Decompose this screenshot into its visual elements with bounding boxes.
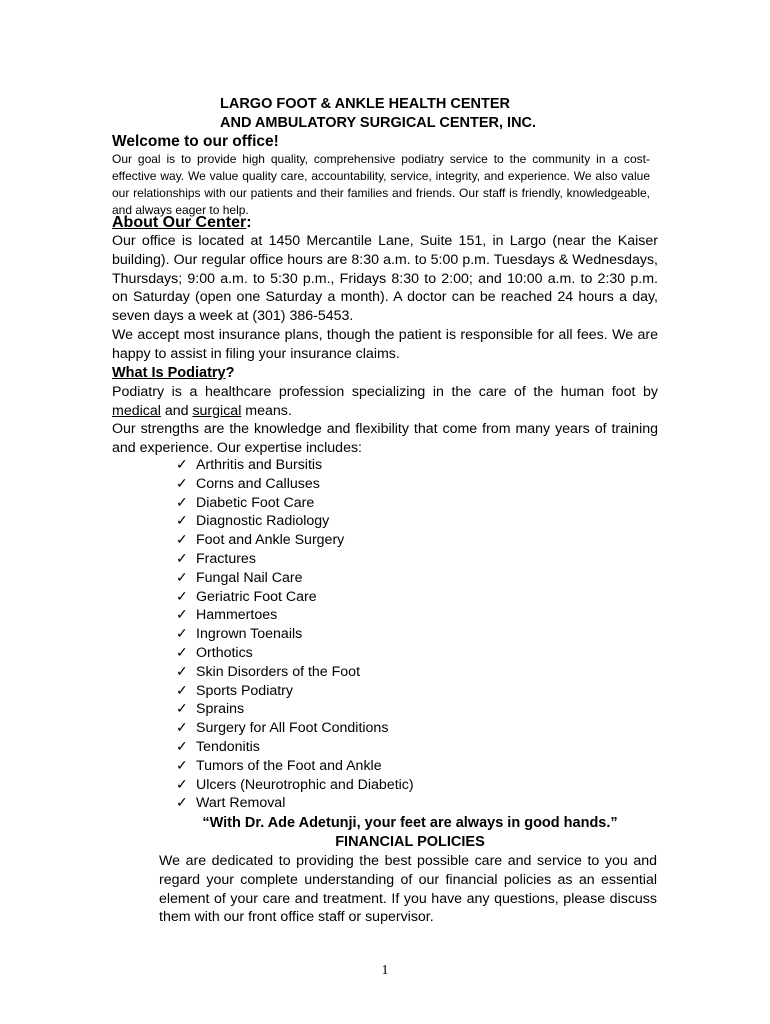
expertise-item [176, 531, 414, 550]
expertise-item-label: Sports Podiatry [196, 682, 293, 699]
expertise-item-label: Ingrown Toenails [196, 626, 303, 643]
expertise-item-label: Ulcers (Neurotrophic and Diabetic) [196, 776, 414, 793]
expertise-item [176, 757, 414, 776]
checkmark-icon: ✓ [176, 644, 188, 661]
expertise-item [176, 588, 414, 607]
expertise-item-label: Arthritis and Bursitis [196, 457, 323, 473]
expertise-item-label: Tumors of the Foot and Ankle [196, 757, 382, 774]
welcome-heading: Welcome to our office! [112, 133, 279, 150]
expertise-item [176, 776, 414, 795]
expertise-item [176, 512, 414, 531]
expertise-item [176, 663, 414, 682]
expertise-item-label: Geriatric Foot Care [196, 588, 317, 605]
expertise-item [176, 494, 414, 513]
expertise-item-label: Skin Disorders of the Foot [196, 663, 361, 680]
surgical-link[interactable]: surgical [192, 402, 242, 419]
checkmark-icon: ✓ [176, 457, 188, 473]
expertise-item [176, 606, 414, 625]
financial-policies-heading: FINANCIAL POLICIES [335, 834, 485, 850]
checkmark-icon: ✓ [176, 795, 188, 812]
checkmark-icon: ✓ [176, 626, 188, 643]
strengths-paragraph: Our strengths are the knowledge and flexibility that come from many years of training and experience. Our expertise includes: [112, 421, 658, 456]
podiatry-heading-question: ? [225, 365, 235, 381]
expertise-item [176, 475, 414, 494]
doctor-quote: “With Dr. Ade Adetunji, your feet are always in good hands.” [202, 815, 618, 831]
expertise-item-label: Surgery for All Foot Conditions [196, 720, 389, 737]
expertise-item [176, 700, 414, 719]
checkmark-icon: ✓ [176, 663, 188, 680]
checkmark-icon: ✓ [176, 776, 188, 793]
expertise-item [176, 625, 414, 644]
document-title-line-1: LARGO FOOT & ANKLE HEALTH CENTER [220, 96, 510, 112]
document-title-line-2: AND AMBULATORY SURGICAL CENTER, INC. [220, 115, 537, 131]
expertise-item [176, 719, 414, 738]
checkmark-icon: ✓ [176, 701, 188, 718]
expertise-item-label: Diabetic Foot Care [196, 494, 315, 511]
checkmark-icon: ✓ [176, 720, 188, 737]
checkmark-icon: ✓ [176, 738, 188, 755]
expertise-item [176, 644, 414, 663]
checkmark-icon: ✓ [176, 588, 188, 605]
expertise-item [176, 794, 414, 813]
expertise-item [176, 738, 414, 757]
checkmark-icon: ✓ [176, 607, 188, 624]
about-paragraph-insurance: We accept most insurance plans, though the patient is responsible for all fees. We are happy to assist in filing your insurance claims. [112, 327, 658, 362]
podiatry-heading [112, 364, 234, 383]
podiatry-definition [112, 383, 658, 421]
financial-policies-paragraph: We are dedicated to providing the best possible care and service to you and regard your complete understanding of our financial policies as an essential element of your care and treatment. If you have any questions, please discuss them with our front office staff or supervisor. [159, 853, 657, 926]
podiatry-heading-text: What Is Podiatry [112, 365, 226, 381]
expertise-item-label: Diagnostic Radiology [196, 513, 330, 530]
expertise-list [176, 456, 414, 813]
welcome-paragraph: Our goal is to provide high quality, comprehensive podiatry service to the community in a cost-effective way. We value quality care, accountability, service, integrity, and experience. We also value our relationships with our patients and their families and friends. Our staff is friendly, knowledgeable, and always eager to help. [112, 152, 650, 217]
expertise-item-label: Tendonitis [196, 738, 260, 755]
checkmark-icon: ✓ [176, 513, 188, 530]
expertise-item-label: Hammertoes [196, 607, 278, 624]
expertise-item-label: Corns and Calluses [196, 475, 320, 492]
page-number: 1 [381, 963, 389, 978]
medical-link[interactable]: medical [112, 402, 161, 419]
expertise-item [176, 456, 414, 475]
checkmark-icon: ✓ [176, 532, 188, 549]
expertise-item [176, 569, 414, 588]
expertise-item-label: Orthotics [196, 644, 253, 661]
expertise-item-label: Fractures [196, 550, 256, 567]
podiatry-definition-start: Podiatry is a healthcare profession specializing in the care of the human foot by [112, 384, 658, 400]
checkmark-icon: ✓ [176, 569, 188, 586]
checkmark-icon: ✓ [176, 757, 188, 774]
about-heading-colon: : [246, 214, 252, 231]
podiatry-definition-end: means. [241, 402, 292, 419]
expertise-item [176, 682, 414, 701]
about-heading [112, 213, 252, 233]
checkmark-icon: ✓ [176, 550, 188, 567]
podiatry-definition-and: and [160, 402, 193, 419]
about-paragraph-location: Our office is located at 1450 Mercantile Lane, Suite 151, in Largo (near the Kaiser building). Our regular office hours are 8:30 a.m. to 5:00 p.m. Tuesdays & Wednesdays, Thursdays; 9:00 a.m. to 5:30 p.m., Fridays 8:30 to 2:00; and 10:00 a.m. to 2:30 p.m. on Saturday (open one Saturday a month). A doctor can be reached 24 hours a day, seven days a week at (301) 386-5453. [112, 233, 658, 325]
expertise-item-label: Foot and Ankle Surgery [196, 532, 345, 549]
checkmark-icon: ✓ [176, 682, 188, 699]
expertise-item [176, 550, 414, 569]
expertise-item-label: Wart Removal [196, 795, 286, 812]
checkmark-icon: ✓ [176, 494, 188, 511]
expertise-item-label: Fungal Nail Care [196, 569, 303, 586]
about-heading-text: About Our Center [112, 214, 247, 231]
expertise-item-label: Sprains [196, 701, 245, 718]
checkmark-icon: ✓ [176, 475, 188, 492]
